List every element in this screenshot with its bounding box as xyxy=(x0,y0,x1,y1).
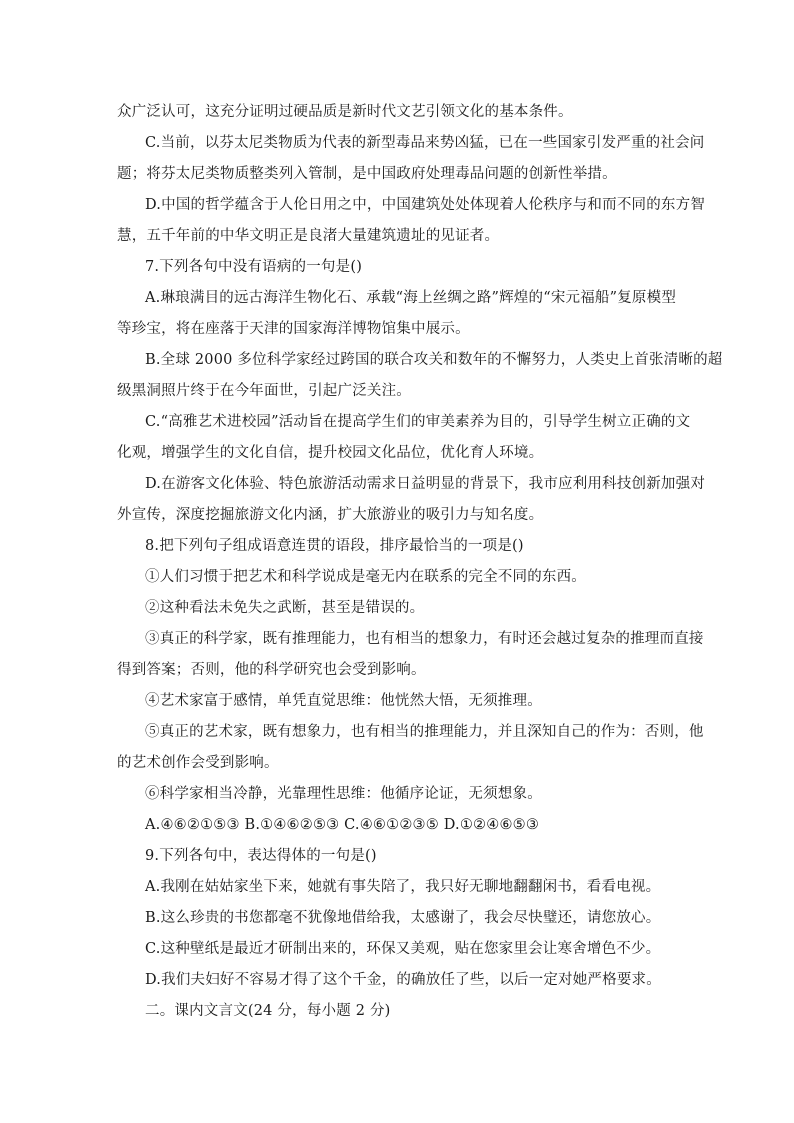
option-a: A.我刚在姑姑家坐下来，她就有事失陪了，我只好无聊地翻翻闲书，看看电视。 xyxy=(145,879,661,895)
sentence-5: ⑤真正的艺术家，既有想象力，也有相当的推理能力，并且深知自己的作为：否则，他 xyxy=(145,724,704,740)
text-line: D.中国的哲学蕴含于人伦日用之中，中国建筑处处体现着人伦秩序与和而不同的东方智 xyxy=(145,197,706,213)
text-line: 化观，增强学生的文化自信，提升校园文化品位，优化育人环境。 xyxy=(117,445,544,461)
section-heading: 二。课内文言文(24 分，每小题 2 分) xyxy=(145,1003,391,1019)
text-line: D.在游客文化体验、特色旅游活动需求日益明显的背景下，我市应利用科技创新加强对 xyxy=(145,476,706,492)
question-7-title: 7.下列各句中没有语病的一句是() xyxy=(145,259,363,275)
text-line: 等珍宝，将在座落于天津的国家海洋博物馆集中展示。 xyxy=(117,321,470,337)
question-9-title: 9.下列各句中，表达得体的一句是() xyxy=(145,848,377,864)
text-line: 的艺术创作会受到影响。 xyxy=(117,755,279,771)
text-line: B.全球 2000 多位科学家经过跨国的联合攻关和数年的不懈努力，人类史上首张清晰的超 xyxy=(145,352,723,368)
text-line: A.琳琅满目的远古海洋生物化石、承载“海上丝绸之路”辉煌的“宋元福船”复原模型 xyxy=(145,290,677,306)
sentence-4: ④艺术家富于感情，单凭直觉思维：他恍然大悟，无须推理。 xyxy=(145,693,542,709)
sentence-1: ①人们习惯于把艺术和科学说成是毫无内在联系的完全不同的东西。 xyxy=(145,569,586,585)
question-8-title: 8.把下列句子组成语意连贯的语段，排序最恰当的一项是() xyxy=(145,538,524,554)
text-line: 级黑洞照片终于在今年面世，引起广泛关注。 xyxy=(117,383,411,399)
option-d: D.我们夫妇好不容易才得了这个千金，的确放任了些，以后一定对她严格要求。 xyxy=(145,972,661,988)
sentence-2: ②这种看法未免失之武断，甚至是错误的。 xyxy=(145,600,425,616)
text-line: 题；将芬太尼类物质整类列入管制，是中国政府处理毒品问题的创新性举措。 xyxy=(117,166,617,182)
text-line: 得到答案；否则，他的科学研究也会受到影响。 xyxy=(117,662,426,678)
text-line: 众广泛认可，这充分证明过硬品质是新时代文艺引领文化的基本条件。 xyxy=(117,104,573,120)
text-line: 慧，五千年前的中华文明正是良渚大量建筑遗址的见证者。 xyxy=(117,228,500,244)
text-line: 外宣传，深度挖掘旅游文化内涵，扩大旅游业的吸引力与知名度。 xyxy=(117,507,544,523)
text-line: C.当前，以芬太尼类物质为代表的新型毒品来势凶猛，已在一些国家引发严重的社会问 xyxy=(145,135,705,151)
option-b: B.这么珍贵的书您都毫不犹像地借给我，太感谢了，我会尽快璧还，请您放心。 xyxy=(145,910,661,926)
option-c: C.这种壁纸是最近才研制出来的，环保又美观，贴在您家里会让寒舍增色不少。 xyxy=(145,941,661,957)
sentence-3: ③真正的科学家，既有推理能力，也有相当的想象力，有时还会越过复杂的推理而直接 xyxy=(145,631,704,647)
sentence-6: ⑥科学家相当冷静，光靠理性思维：他循序论证，无须想象。 xyxy=(145,786,542,802)
question-8-options: A.④⑥②①⑤③ B.①④⑥②⑤③ C.④⑥①②③⑤ D.①②④⑥⑤③ xyxy=(145,817,540,833)
text-line: C.“高雅艺术进校园”活动旨在提高学生们的审美素养为目的，引导学生树立正确的文 xyxy=(145,414,691,430)
